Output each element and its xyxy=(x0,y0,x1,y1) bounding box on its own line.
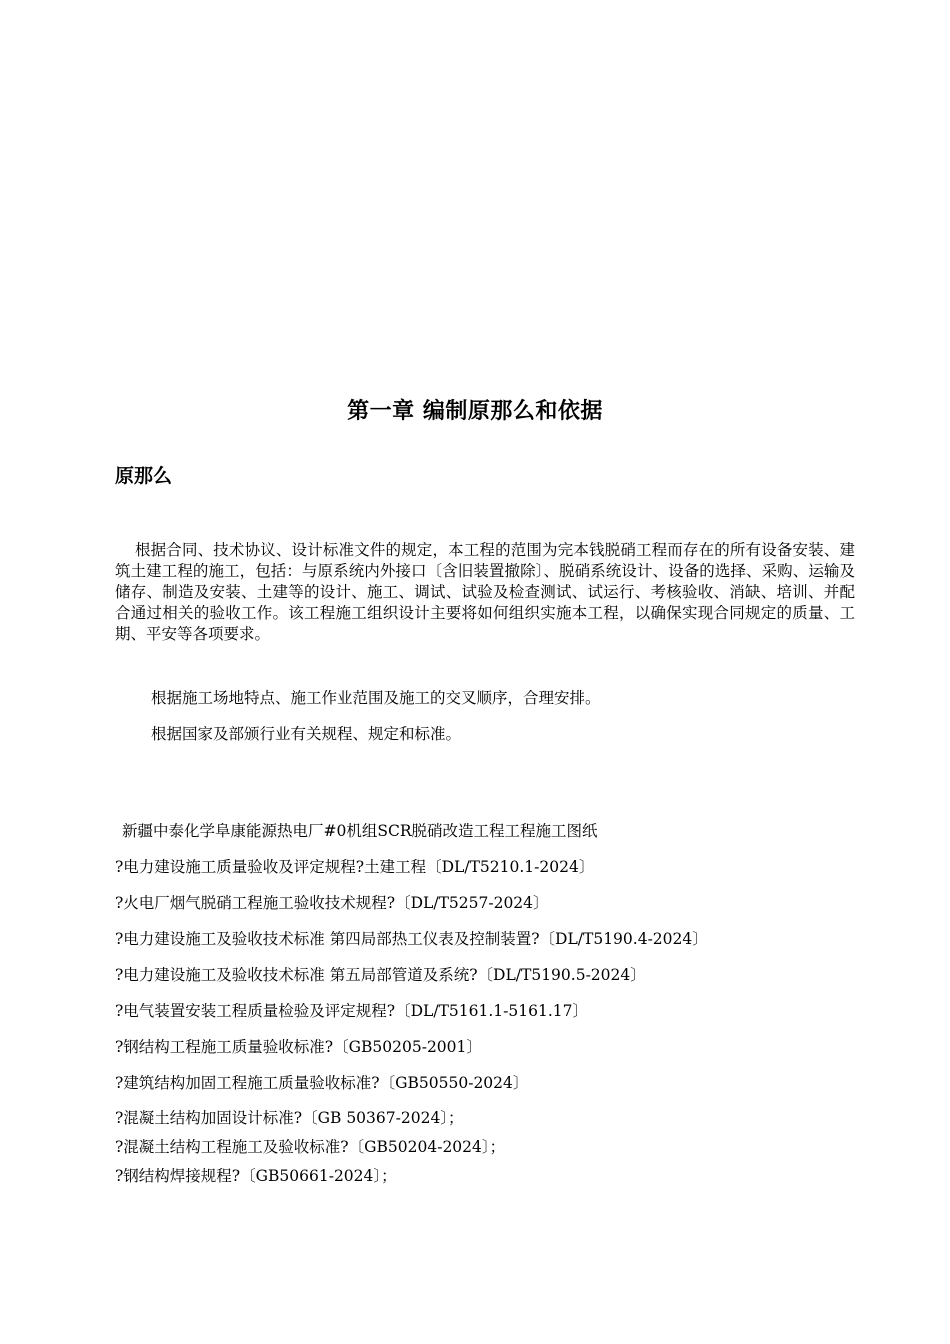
principle-paragraph-site: 根据施工场地特点、施工作业范围及施工的交叉顺序，合理安排。 xyxy=(151,689,601,707)
reference-item: ?火电厂烟气脱硝工程施工验收技术规程?〔DL/T5257-2024〕 xyxy=(115,894,549,912)
reference-item-drawings: 新疆中泰化学阜康能源热电厂#0机组SCR脱硝改造工程工程施工图纸 xyxy=(122,822,598,840)
section-title: 原那么 xyxy=(115,465,173,487)
reference-item: ?电气装置安装工程质量检验及评定规程?〔DL/T5161.1-5161.17〕 xyxy=(115,1002,588,1020)
reference-item: ?混凝土结构工程施工及验收标准?〔GB50204-2024〕； xyxy=(115,1138,506,1156)
chapter-title: 第一章 编制原那么和依据 xyxy=(347,399,603,424)
reference-item: ?电力建设施工及验收技术标准 第五局部管道及系统?〔DL/T5190.5-2024〕 xyxy=(115,966,646,984)
reference-item: ?钢结构焊接规程?〔GB50661-2024〕； xyxy=(115,1167,397,1185)
reference-item: ?建筑结构加固工程施工质量验收标准?〔GB50550-2024〕 xyxy=(115,1074,529,1092)
principle-paragraph-standards: 根据国家及部颁行业有关规程、规定和标准。 xyxy=(151,725,462,743)
principle-paragraph-scope: 根据合同、技术协议、设计标准文件的规定，本工程的范围为完本钱脱硝工程而存在的所有设备安装、建筑土建工程的施工，包括：与原系统内外接口〔含旧装置撤除〕、脱硝系统设计、设备的选择、采购、运输及储存、制造及安装、土建等的设计、施工、调试、试验及检查测试、试运行、考核验收、消缺、培训、并配合通过相关的验收工作。该工程施工组织设计主要将如何组织实施本工程，以确保实现合同规定的质量、工期、平安等各项要求。 xyxy=(115,541,855,643)
reference-item: ?电力建设施工及验收技术标准 第四局部热工仪表及控制装置?〔DL/T5190.4-2024〕 xyxy=(115,930,708,948)
reference-item: ?混凝土结构加固设计标准?〔GB 50367-2024〕； xyxy=(115,1109,464,1127)
reference-item: ?钢结构工程施工质量验收标准?〔GB50205-2001〕 xyxy=(115,1038,482,1056)
reference-list xyxy=(115,816,875,1191)
reference-item: ?电力建设施工质量验收及评定规程?土建工程〔DL/T5210.1-2024〕 xyxy=(115,858,595,876)
